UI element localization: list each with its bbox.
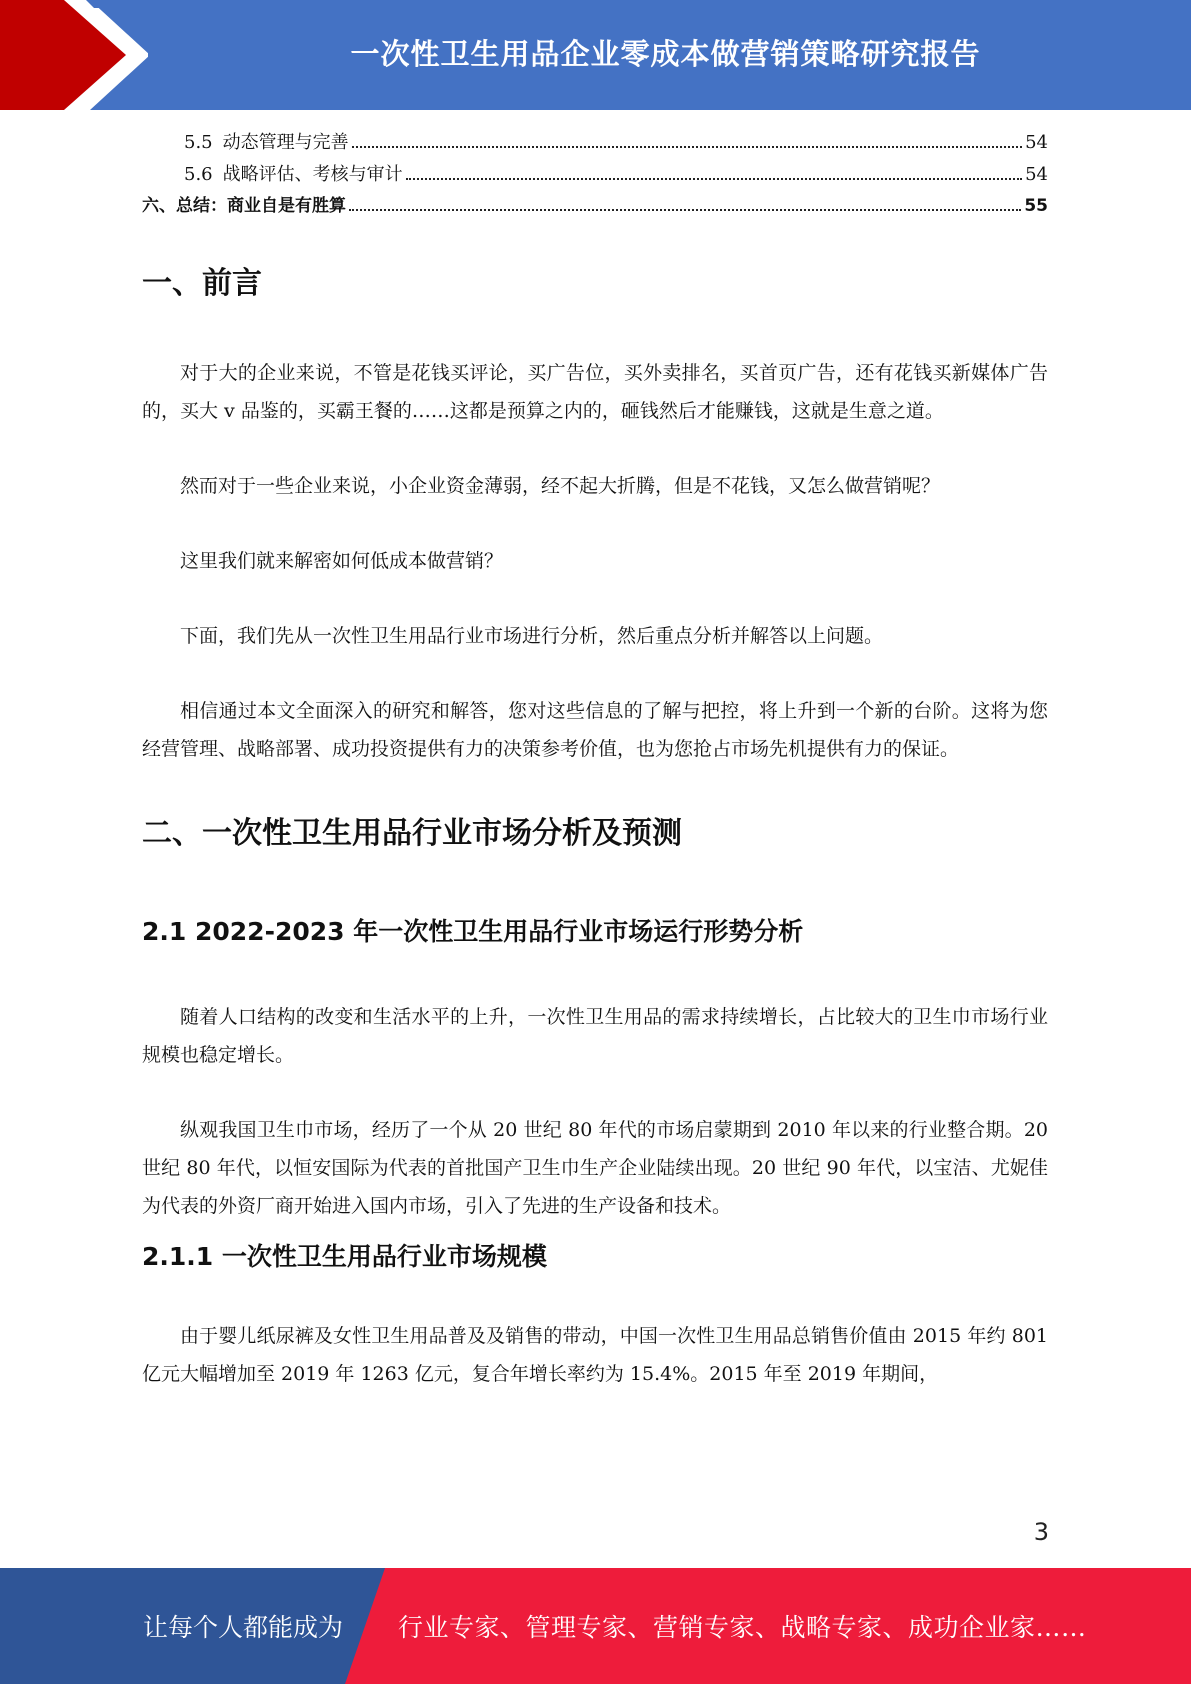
paragraph: 纵观我国卫生巾市场，经历了一个从 20 世纪 80 年代的市场启蒙期到 2010 年以来的行业整合期。20 世纪 80 年代，以恒安国际为代表的首批国产卫生巾生产企业陆续出现。20 世纪 90 年代，以宝洁、尤妮佳为代表的外资厂商开始进入国内市场，引入了先进的生产设备和技术。	[142, 1119, 1048, 1217]
toc-entry-label: 动态管理与完善	[222, 132, 349, 153]
subsection-heading-2-1-1: 2.1.1 一次性卫生用品行业市场规模	[142, 1242, 547, 1271]
table-of-contents	[142, 128, 1048, 223]
document-title: 一次性卫生用品企业零成本做营销策略研究报告	[350, 36, 981, 71]
header-banner	[0, 0, 1191, 110]
paragraph: 由于婴儿纸尿裤及女性卫生用品普及及销售的带动，中国一次性卫生用品总销售价值由 2015 年约 801 亿元大幅增加至 2019 年 1263 亿元，复合年增长率约为 15.4%。2015 年至 2019 年期间，	[142, 1325, 1048, 1385]
paragraph: 对于大的企业来说，不管是花钱买评论，买广告位，买外卖排名，买首页广告，还有花钱买新媒体广告的，买大 v 品鉴的，买霸王餐的……这都是预算之内的，砸钱然后才能赚钱，这就是生意之道。	[142, 362, 1048, 422]
paragraph: 相信通过本文全面深入的研究和解答，您对这些信息的了解与把控，将上升到一个新的台阶。这将为您经营管理、战略部署、成功投资提供有力的决策参考价值，也为您抢占市场先机提供有力的保证。	[142, 700, 1048, 760]
section-heading-preface: 一、前言	[142, 266, 262, 301]
toc-leader-dots	[349, 209, 1021, 211]
toc-entry[interactable]	[142, 128, 1048, 160]
toc-entry-page: 55	[1024, 196, 1048, 216]
paragraph: 这里我们就来解密如何低成本做营销？	[180, 550, 504, 572]
footer-slogan-right: 行业专家、管理专家、营销专家、战略专家、成功企业家……	[398, 1613, 1087, 1642]
toc-leader-dots	[352, 146, 1022, 148]
paragraph: 下面，我们先从一次性卫生用品行业市场进行分析，然后重点分析并解答以上问题。	[180, 625, 884, 647]
document-body	[142, 258, 1048, 1393]
footer-slogan-left: 让每个人都能成为	[143, 1613, 344, 1642]
toc-entry-page: 54	[1025, 163, 1048, 185]
subsection-heading-2-1: 2.1 2022-2023 年一次性卫生用品行业市场运行形势分析	[142, 917, 804, 946]
paragraph: 随着人口结构的改变和生活水平的上升，一次性卫生用品的需求持续增长，占比较大的卫生巾市场行业规模也稳定增长。	[142, 1006, 1048, 1066]
header-chevron-decoration	[0, 0, 150, 110]
toc-entry-page: 54	[1025, 132, 1048, 153]
toc-entry[interactable]	[142, 191, 1048, 223]
toc-leader-dots	[406, 178, 1022, 180]
section-heading-market: 二、一次性卫生用品行业市场分析及预测	[142, 816, 682, 851]
footer-banner	[0, 1568, 1191, 1684]
toc-entry[interactable]	[142, 160, 1048, 192]
toc-entry-label: 六、总结：商业自是有胜算	[142, 196, 346, 216]
paragraph: 然而对于一些企业来说，小企业资金薄弱，经不起大折腾，但是不花钱，又怎么做营销呢？	[180, 475, 941, 497]
toc-entry-number: 5.5	[184, 132, 213, 153]
page-number: 3	[1033, 1518, 1049, 1546]
toc-entry-label: 战略评估、考核与审计	[222, 163, 403, 185]
toc-entry-number: 5.6	[184, 163, 213, 185]
